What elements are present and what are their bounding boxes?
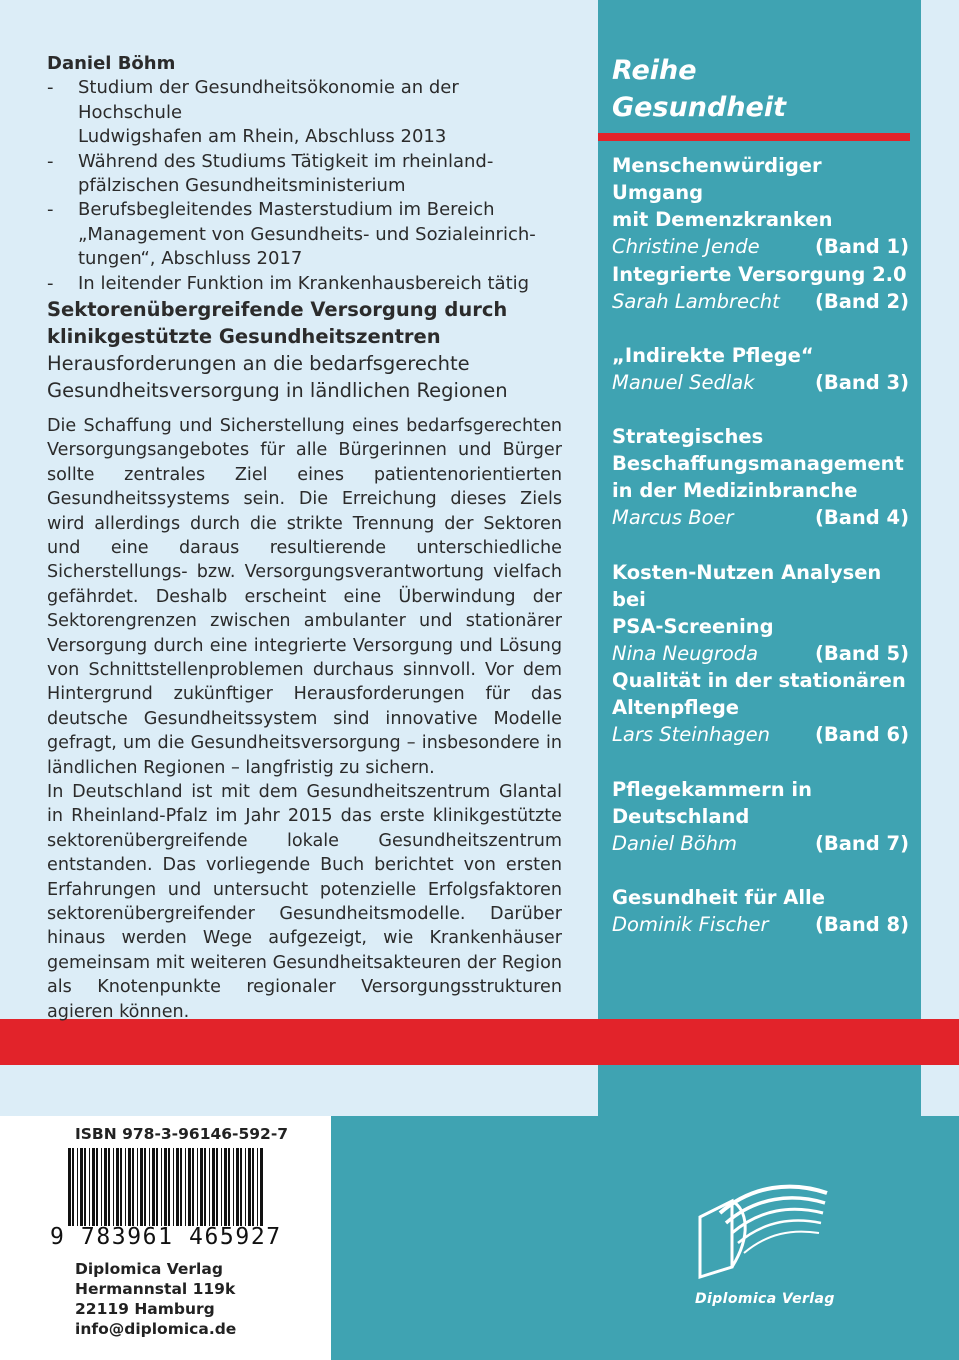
- author-bio-line: Ludwigshafen am Rhein, Abschluss 2013: [78, 126, 447, 148]
- barcode-bar: [185, 1148, 186, 1226]
- series-title: [612, 52, 786, 126]
- barcode-bar: [77, 1148, 78, 1226]
- book-subtitle-line: Gesundheitsversorgung in ländlichen Regionen: [47, 379, 508, 402]
- series-book-meta: [612, 288, 909, 315]
- barcode-bar: [192, 1148, 194, 1226]
- author-bio-item: [47, 198, 567, 271]
- series-book-title: in der Medizinbranche: [612, 479, 858, 502]
- bullet-dash: -: [47, 199, 54, 221]
- barcode-bar: [96, 1148, 98, 1226]
- series-divider: [598, 133, 910, 141]
- publisher-city: 22119 Hamburg: [75, 1300, 215, 1318]
- author-bio-line: Während des Studiums Tätigkeit im rheinland-: [78, 150, 494, 172]
- author-bio-list: [47, 76, 567, 296]
- series-book-title: „Indirekte Pflege“: [612, 344, 814, 367]
- barcode-bar: [164, 1148, 167, 1226]
- barcode-bar: [108, 1148, 110, 1226]
- series-book-meta: [612, 233, 909, 260]
- author-bio-line: In leitender Funktion im Krankenhausbereich tätig: [78, 272, 530, 294]
- barcode-bar: [68, 1148, 71, 1226]
- series-book-meta: [612, 504, 909, 531]
- series-book-author: Sarah Lambrecht: [612, 290, 780, 313]
- barcode-bar: [173, 1148, 174, 1226]
- barcode-bar: [260, 1148, 263, 1226]
- barcode-bar: [80, 1148, 83, 1226]
- series-book-1: [612, 152, 909, 260]
- series-book-author: Lars Steinhagen: [612, 723, 771, 746]
- barcode-bar: [176, 1148, 179, 1226]
- author-bio-line: „Management von Gesundheits- und Sozialeinrich-: [78, 223, 536, 245]
- book-subtitle-line: Herausforderungen an die bedarfsgerechte: [47, 352, 470, 375]
- series-book-band: (Band 4): [814, 506, 909, 529]
- barcode-bar: [204, 1148, 206, 1226]
- barcode-bar: [209, 1148, 210, 1226]
- series-book-7: [612, 776, 909, 857]
- logo-wordmark: Diplomica Verlag: [695, 1291, 835, 1307]
- barcode-bar: [257, 1148, 258, 1226]
- book-title-block: [47, 296, 567, 404]
- barcode-bar: [92, 1148, 95, 1226]
- author-bio-item: [47, 272, 567, 296]
- barcode-bar: [128, 1148, 131, 1226]
- author-name: Daniel Böhm: [47, 53, 176, 74]
- series-title-line: Gesundheit: [612, 92, 787, 123]
- series-book-author: Daniel Böhm: [612, 832, 738, 855]
- publisher-panel: [331, 1116, 959, 1360]
- bullet-dash: -: [47, 272, 54, 294]
- series-book-title: Gesundheit für Alle: [612, 886, 825, 909]
- author-bio: [47, 52, 567, 296]
- barcode-bar: [120, 1148, 122, 1226]
- barcode-bar: [116, 1148, 119, 1226]
- series-book-meta: [612, 911, 909, 938]
- bullet-dash: -: [47, 150, 54, 172]
- barcode-bar: [144, 1148, 146, 1226]
- barcode-bar: [248, 1148, 251, 1226]
- series-book-4: [612, 423, 909, 531]
- barcode-bar: [137, 1148, 138, 1226]
- barcode-bar: [240, 1148, 242, 1226]
- series-book-3: [612, 342, 909, 396]
- isbn: ISBN 978-3-96146-592-7: [75, 1125, 289, 1143]
- barcode-bar: [197, 1148, 198, 1226]
- blurb-paragraph-2: In Deutschland ist mit dem Gesundheitszentrum Glantal in Rheinland-Pfalz im Jahr 2015 das erste klinikgestützte sektorenübergreifende lokale Gesundheitszentrum entstanden. Das vorliegende Buch berichtet von ersten Erfahrungen und untersucht potenzielle Erfolgsfaktoren sektorenübergreifender Gesundheitsmodelle. Darüber hinaus werden Wege aufgezeigt, wie Krankenhäuser gemeinsam mit weiteren Gesundheitsakteuren der Region als Knotenpunkte regionaler Versorgungsstrukturen agieren können.: [47, 782, 562, 1022]
- barcode-bar: [84, 1148, 86, 1226]
- series-book-title: Qualität in der stationären: [612, 669, 906, 692]
- series-book-band: (Band 5): [814, 642, 909, 665]
- barcode-bar: [101, 1148, 102, 1226]
- series-book-band: (Band 7): [814, 832, 909, 855]
- barcode-bar: [188, 1148, 191, 1226]
- series-book-meta: [612, 640, 909, 667]
- series-book-author: Manuel Sedlak: [612, 371, 755, 394]
- series-title-line: Reihe: [612, 55, 697, 86]
- book-title-line: Sektorenübergreifende Versorgung durch: [47, 298, 508, 321]
- barcode-bar: [125, 1148, 126, 1226]
- barcode-bar: [221, 1148, 222, 1226]
- barcode-bar: [180, 1148, 182, 1226]
- series-book-author: Christine Jende: [612, 235, 760, 258]
- series-book-title: PSA-Screening: [612, 615, 774, 638]
- barcode-bar: [236, 1148, 239, 1226]
- series-book-title: Altenpflege: [612, 696, 740, 719]
- barcode-bar: [252, 1148, 254, 1226]
- series-book-8: [612, 884, 909, 938]
- barcode-bar: [104, 1148, 107, 1226]
- series-book-5: [612, 559, 909, 667]
- bullet-dash: -: [47, 77, 54, 99]
- series-book-title: Strategisches: [612, 425, 764, 448]
- barcode-bar: [132, 1148, 134, 1226]
- barcode-bar: [200, 1148, 203, 1226]
- series-book-author: Marcus Boer: [612, 506, 734, 529]
- barcode-number: 9 783961 465927: [50, 1224, 282, 1250]
- diplomica-logo-icon: [692, 1175, 832, 1285]
- barcode-bar: [161, 1148, 162, 1226]
- publisher-address: [75, 1259, 236, 1339]
- barcode-bar: [212, 1148, 215, 1226]
- barcode-bar: [228, 1148, 230, 1226]
- barcode-image: [68, 1148, 264, 1226]
- publisher-email: info@diplomica.de: [75, 1320, 237, 1338]
- series-book-band: (Band 3): [814, 371, 909, 394]
- series-book-6: [612, 667, 909, 748]
- barcode-bar: [224, 1148, 227, 1226]
- series-book-2: [612, 261, 909, 315]
- barcode-bar: [140, 1148, 143, 1226]
- series-book-meta: [612, 830, 909, 857]
- series-book-author: Dominik Fischer: [612, 913, 769, 936]
- barcode-bar: [156, 1148, 158, 1226]
- series-book-band: (Band 2): [814, 290, 909, 313]
- series-book-title: mit Demenzkranken: [612, 208, 833, 231]
- series-book-title: Kosten-Nutzen Analysen bei: [612, 561, 882, 611]
- series-book-band: (Band 6): [814, 723, 909, 746]
- series-book-title: Pflegekammern in: [612, 778, 812, 801]
- series-book-title: Deutschland: [612, 805, 750, 828]
- series-book-band: (Band 1): [814, 235, 909, 258]
- series-book-band: (Band 8): [814, 913, 909, 936]
- author-bio-line: pfälzischen Gesundheitsministerium: [78, 175, 406, 197]
- author-bio-item: [47, 150, 567, 199]
- author-bio-line: Berufsbegleitendes Masterstudium im Bereich: [78, 199, 495, 221]
- author-bio-line: Studium der Gesundheitsökonomie an der Hochschule: [78, 77, 459, 123]
- barcode-bar: [149, 1148, 150, 1226]
- barcode-bar: [233, 1148, 234, 1226]
- author-bio-line: tungen“, Abschluss 2017: [78, 248, 303, 270]
- red-band: [0, 1019, 959, 1065]
- barcode-bar: [72, 1148, 74, 1226]
- publisher-name: Diplomica Verlag: [75, 1260, 223, 1278]
- blurb-paragraph-1: Die Schaffung und Sicherstellung eines bedarfsgerechten Versorgungsangebotes für alle Bürgerinnen und Bürger sollte zentrales Ziel eines patientenorientierten Gesundheitssystems sein. Die Erreichung dieses Ziels wird allerdings durch die strikte Trennung der Sektoren und eine daraus resultierende unterschiedliche Sicherstellungs- bzw. Versorgungsverantwortung vielfach gefährdet. Deshalb erscheint eine Überwindung der Sektorengrenzen zwischen ambulanter und stationärer Versorgung durch eine integrierte Versorgung und Lösung von Schnittstellenproblemen durchaus sinnvoll. Vor dem Hintergrund zukünftiger Herausforderungen für das deutsche Gesundheitssystem sind innovative Modelle gefragt, um die Gesundheitsversorgung – insbesondere in ländlichen Regionen – langfristig zu sichern.: [47, 416, 562, 778]
- barcode-bar: [113, 1148, 114, 1226]
- series-book-title: Menschenwürdiger Umgang: [612, 154, 822, 204]
- barcode-bar: [152, 1148, 155, 1226]
- series-book-title: Integrierte Versorgung 2.0: [612, 263, 907, 286]
- series-book-author: Nina Neugroda: [612, 642, 759, 665]
- barcode-bar: [245, 1148, 246, 1226]
- book-title-line: klinikgestützte Gesundheitszentren: [47, 325, 441, 348]
- right-edge-strip: [921, 0, 959, 1116]
- barcode-bar: [168, 1148, 170, 1226]
- series-book-meta: [612, 721, 909, 748]
- barcode-bar: [89, 1148, 90, 1226]
- author-bio-item: [47, 76, 567, 149]
- publisher-street: Hermannstal 119k: [75, 1280, 236, 1298]
- series-book-meta: [612, 369, 909, 396]
- barcode-bar: [216, 1148, 218, 1226]
- series-book-title: Beschaffungsmanagement: [612, 452, 904, 475]
